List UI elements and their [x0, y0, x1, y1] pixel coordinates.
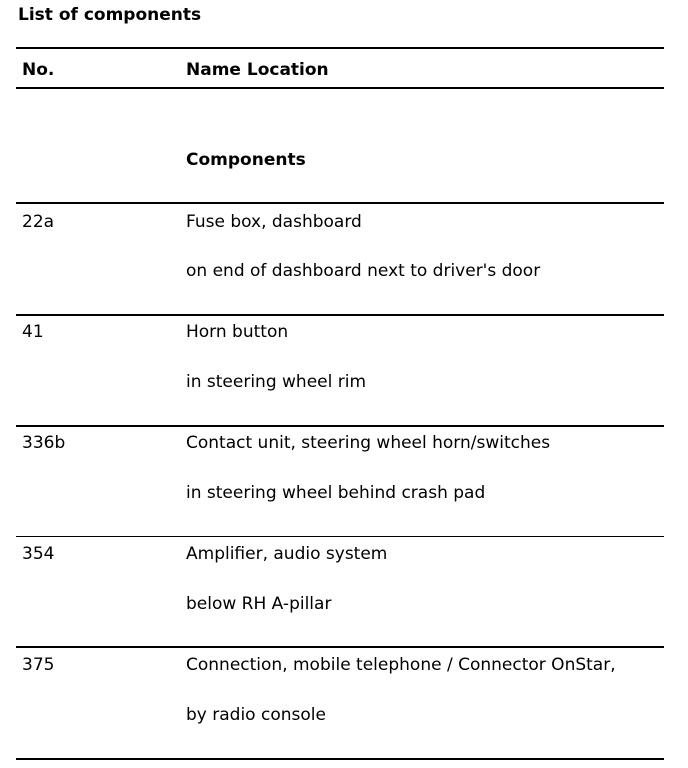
row-location: in steering wheel behind crash pad	[186, 483, 486, 503]
row-number: 41	[22, 322, 44, 342]
table-bottom-rule	[16, 758, 664, 760]
row-name: Contact unit, steering wheel horn/switches	[186, 433, 551, 453]
row-number: 375	[22, 655, 55, 675]
row-location: below RH A-pillar	[186, 594, 332, 614]
header-name-location: Name Location	[186, 60, 329, 80]
row-name: Connection, mobile telephone / Connector OnStar,	[186, 655, 616, 675]
row-divider	[16, 536, 664, 537]
page-title: List of components	[18, 5, 202, 25]
row-location: on end of dashboard next to driver's door	[186, 261, 541, 281]
row-number: 22a	[22, 212, 55, 232]
row-name: Amplifier, audio system	[186, 544, 388, 564]
section-label: Components	[186, 150, 306, 170]
table-top-rule	[16, 47, 664, 49]
row-number: 354	[22, 544, 55, 564]
row-number: 336b	[22, 433, 66, 453]
header-no: No.	[22, 60, 55, 80]
row-name: Horn button	[186, 322, 289, 342]
row-location: in steering wheel rim	[186, 372, 367, 392]
section-rule	[16, 202, 664, 204]
header-bottom-rule	[16, 87, 664, 89]
row-name: Fuse box, dashboard	[186, 212, 362, 232]
row-location: by radio console	[186, 705, 326, 725]
row-divider	[16, 646, 664, 648]
row-divider	[16, 425, 664, 427]
row-divider	[16, 314, 664, 316]
